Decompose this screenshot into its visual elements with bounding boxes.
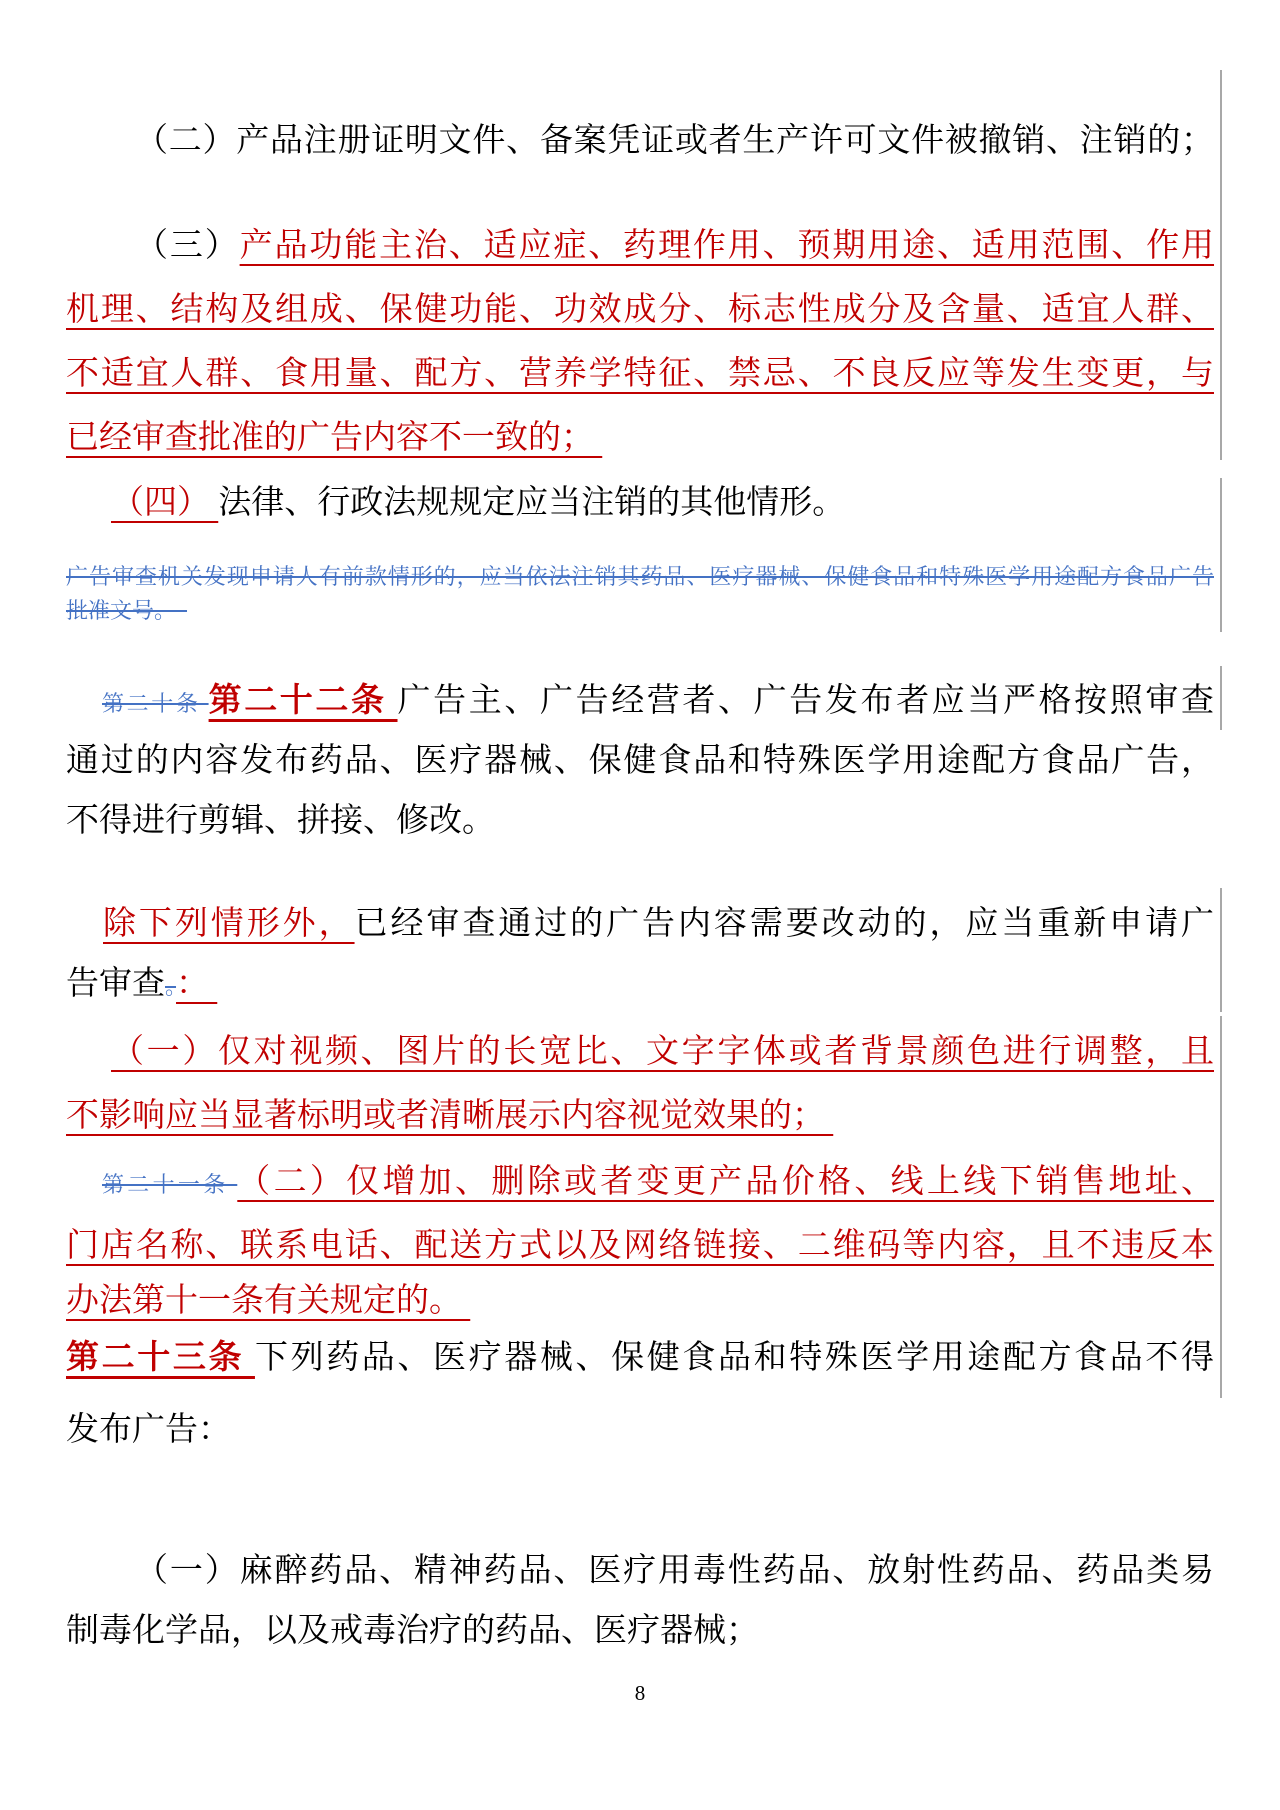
change-bar	[1220, 888, 1222, 1012]
text-line	[66, 343, 1214, 405]
text-run: （三）	[135, 228, 240, 264]
change-bar	[1220, 666, 1222, 730]
inserted-text-run: 除下列情形外，	[103, 906, 355, 942]
text-line	[66, 1215, 1214, 1277]
deleted-text-run: 批准文号。	[66, 598, 188, 623]
text-line	[66, 670, 1214, 735]
text-line	[66, 1270, 1214, 1332]
inserted-text-run: （一）仅对视频、图片的长宽比、文字字体或者背景颜色进行调整，且	[111, 1034, 1214, 1070]
change-bar	[1220, 478, 1222, 632]
inserted-heading-run: 第二十二条	[208, 683, 398, 719]
inserted-text-run: 产品功能主治、适应症、药理作用、预期用途、适用范围、作用	[239, 228, 1215, 264]
deleted-text-run: 第二十条	[102, 691, 209, 716]
text-run: 告审查	[66, 966, 165, 1002]
inserted-text-run: 门店名称、联系电话、配送方式以及网络链接、二维码等内容，且不违反本	[66, 1228, 1214, 1264]
text-run: 制毒化学品，以及戒毒治疗的药品、医疗器械；	[66, 1613, 759, 1649]
inserted-text-run: 机理、结构及组成、保健功能、功效成分、标志性成分及含量、适宜人群、	[66, 292, 1214, 328]
text-line	[66, 472, 1214, 534]
text-line	[66, 594, 1214, 628]
text-run: （二）产品注册证明文件、备案凭证或者生产许可文件被撤销、注销的；	[135, 123, 1214, 159]
text-line	[66, 730, 1214, 792]
text-line	[66, 953, 1214, 1018]
inserted-heading-run: 第二十三条	[66, 1340, 255, 1376]
text-line	[66, 1151, 1214, 1216]
text-line	[66, 1600, 1214, 1662]
text-line	[66, 893, 1214, 955]
deleted-text-run: 第二十一条	[102, 1172, 238, 1197]
text-line	[66, 790, 1214, 852]
text-run: 广告主、广告经营者、广告发布者应当严格按照审查	[397, 683, 1215, 719]
text-line	[66, 1540, 1214, 1602]
inserted-text-run: 不影响应当显著标明或者清晰展示内容视觉效果的；	[66, 1098, 834, 1134]
text-line	[66, 560, 1214, 594]
text-run: 已经审查通过的广告内容需要改动的，应当重新申请广	[354, 906, 1215, 942]
text-run: 下列药品、医疗器械、保健食品和特殊医学用途配方食品不得	[254, 1340, 1214, 1376]
text-line	[66, 1327, 1214, 1389]
text-line	[66, 1021, 1214, 1083]
inserted-text-run: （四）	[111, 485, 219, 521]
text-line	[66, 110, 1214, 172]
change-bar	[1220, 1016, 1222, 1398]
text-line	[66, 1085, 1214, 1147]
text-run: 发布广告：	[66, 1412, 231, 1448]
change-bar	[1220, 70, 1222, 460]
text-line	[66, 1399, 1214, 1461]
inserted-text-run: （二）仅增加、删除或者变更产品价格、线上线下销售地址、	[237, 1164, 1214, 1200]
text-run: （一）麻醉药品、精神药品、医疗用毒性药品、放射性药品、药品类易	[135, 1553, 1214, 1589]
text-line	[66, 407, 1214, 469]
inserted-text-run: ：	[176, 966, 218, 1002]
inserted-text-run: 不适宜人群、食用量、配方、营养学特征、禁忌、不良反应等发生变更，与	[66, 356, 1214, 392]
page-number: 8	[634, 1681, 646, 1705]
text-line	[66, 215, 1214, 277]
text-line	[66, 279, 1214, 341]
inserted-text-run: 已经审查批准的广告内容不一致的；	[66, 420, 603, 456]
deleted-text-run: 。	[165, 974, 177, 999]
text-run: 法律、行政法规规定应当注销的其他情形。	[218, 485, 846, 521]
inserted-text-run: 办法第十一条有关规定的。	[66, 1283, 471, 1319]
text-run: 通过的内容发布药品、医疗器械、保健食品和特殊医学用途配方食品广告，	[66, 743, 1214, 779]
text-run: 不得进行剪辑、拼接、修改。	[66, 803, 495, 839]
deleted-text-run: 广告审查机关发现申请人有前款情形的，应当依法注销其药品、医疗器械、保健食品和特殊医学用途配方食品广告	[66, 564, 1214, 589]
